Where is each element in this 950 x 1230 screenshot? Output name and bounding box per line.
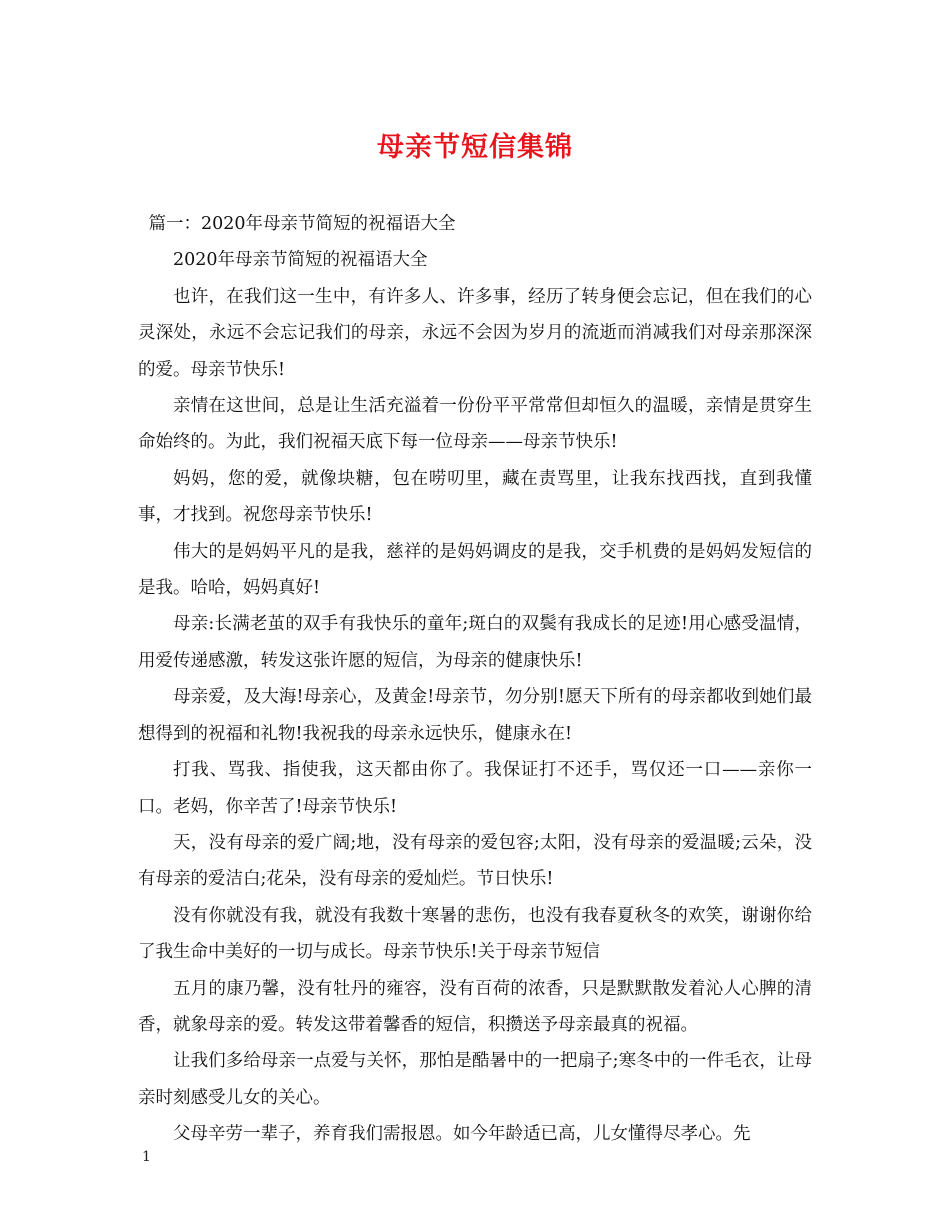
paragraph: 母亲:长满老茧的双手有我快乐的童年;斑白的双鬓有我成长的足迹!用心感受温情，用爱传递感激，转发这张许愿的短信，为母亲的健康快乐! bbox=[138, 614, 812, 671]
paragraph: 亲情在这世间，总是让生活充溢着一份份平平常常但却恒久的温暖，亲情是贯穿生命始终的。为此，我们祝福天底下每一位母亲——母亲节快乐! bbox=[138, 396, 812, 453]
paragraph: 也许，在我们这一生中，有许多人、许多事，经历了转身便会忘记，但在我们的心灵深处，永远不会忘记我们的母亲，永远不会因为岁月的流逝而消减我们对母亲那深深的爱。母亲节快乐! bbox=[138, 286, 812, 380]
paragraph: 妈妈，您的爱，就像块糖，包在唠叨里，藏在责骂里，让我东找西找，直到我懂事，才找到。祝您母亲节快乐! bbox=[138, 468, 812, 526]
subheading: 2020年母亲节简短的祝福语大全 bbox=[173, 250, 428, 271]
paragraph: 母亲爱，及大海!母亲心，及黄金!母亲节，勿分别!愿天下所有的母亲都收到她们最想得到的祝福和礼物!我祝我的母亲永远快乐，健康永在! bbox=[138, 687, 812, 744]
paragraph: 伟大的是妈妈平凡的是我，慈祥的是妈妈调皮的是我，交手机费的是妈妈发短信的是我。哈哈，妈妈真好! bbox=[138, 541, 812, 599]
paragraph: 父母辛劳一辈子，养育我们需报恩。如今年龄适已高，儿女懂得尽孝心。先 bbox=[173, 1124, 751, 1145]
document-body bbox=[138, 206, 812, 1153]
section-heading: 篇一：2020年母亲节简短的祝福语大全 bbox=[148, 214, 456, 234]
paragraph: 五月的康乃馨，没有牡丹的雍容，没有百荷的浓香，只是默默散发着沁人心脾的清香，就象母亲的爱。转发这带着馨香的短信，积攒送予母亲最真的祝福。 bbox=[138, 978, 812, 1035]
document-title: 母亲节短信集锦 bbox=[377, 132, 573, 163]
paragraph: 没有你就没有我，就没有我数十寒暑的悲伤，也没有我春夏秋冬的欢笑，谢谢你给了我生命中美好的一切与成长。母亲节快乐!关于母亲节短信 bbox=[138, 905, 812, 963]
paragraph: 让我们多给母亲一点爱与关怀，那怕是酷暑中的一把扇子;寒冬中的一件毛衣，让母亲时刻感受儿女的关心。 bbox=[138, 1051, 812, 1108]
page-number: 1 bbox=[142, 1149, 151, 1165]
paragraph: 打我、骂我、指使我，这天都由你了。我保证打不还手，骂仅还一口——亲你一口。老妈，你辛苦了!母亲节快乐! bbox=[138, 760, 812, 817]
paragraph: 天，没有母亲的爱广阔;地，没有母亲的爱包容;太阳，没有母亲的爱温暖;云朵，没有母亲的爱洁白;花朵，没有母亲的爱灿烂。节日快乐! bbox=[138, 832, 812, 890]
